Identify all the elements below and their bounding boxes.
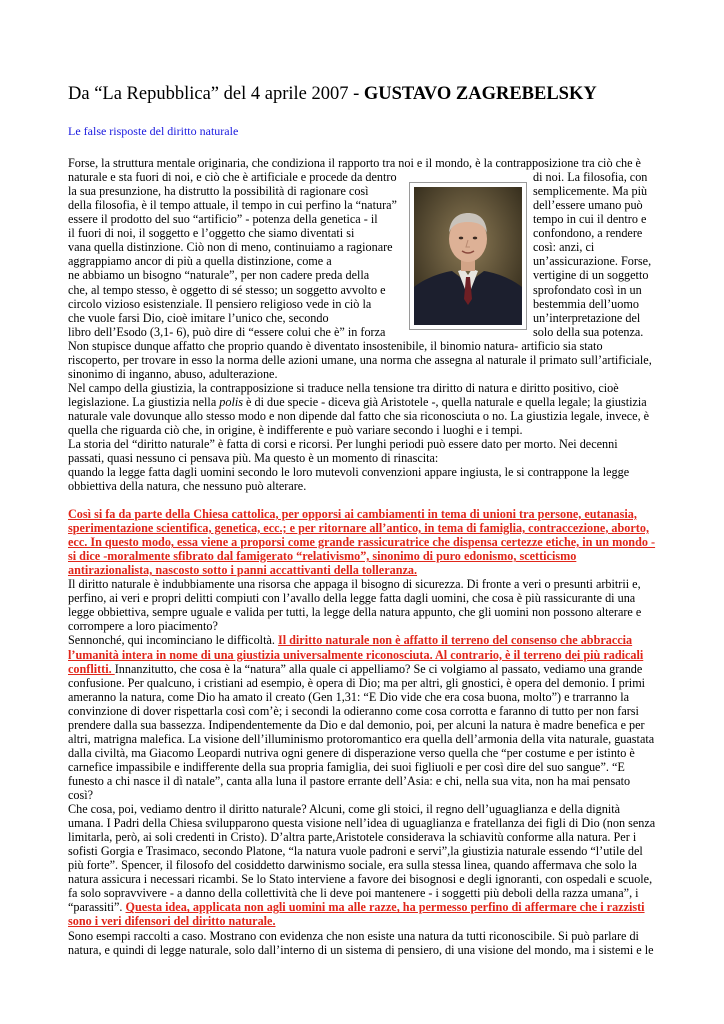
text-segment: un’interpretazione del xyxy=(533,310,641,325)
article-subtitle: Le false risposte del diritto naturale xyxy=(68,124,239,138)
text-segment: semplicemente. Ma più xyxy=(533,184,648,199)
text-segment: Non stupisce dunque affatto che proprio quando è diventato insostenibile, il binomio natura- artificio sia stato xyxy=(68,338,603,353)
text-line xyxy=(68,872,652,886)
highlighted-text: sono i veri difensori del diritto naturale. xyxy=(68,914,276,929)
text-segment: così: anzi, ci xyxy=(533,240,595,255)
text-segment: vana quella distinzione. Ciò non di meno, continuiamo a ragionare xyxy=(68,240,393,255)
text-segment: tempo in cui il dentro e xyxy=(533,212,647,227)
text-segment: ne abbiamo un bisogno “naturale”, per non cadere preda della xyxy=(68,268,370,283)
text-segment: circolo vizioso esistenziale. Il pensiero religioso vede in ciò la xyxy=(68,296,372,311)
text-segment: quando la legge fatta dagli uomini secondo le loro mutevoli convenzioni appare ingiusta, le si contrappone la legge xyxy=(68,465,630,480)
author-portrait-image xyxy=(414,187,522,325)
text-segment: così? xyxy=(68,788,94,802)
text-line xyxy=(68,732,654,746)
text-line xyxy=(68,858,637,872)
text-line xyxy=(68,690,629,704)
text-line xyxy=(68,156,641,170)
text-line xyxy=(533,268,648,282)
text-segment: sinonimo di inganno, abuso, adulterazione. xyxy=(68,366,278,381)
highlighted-text: Questa idea, applicata non agli uomini ma alle razze, ha permesso perfino di affermare che i razzisti xyxy=(125,900,645,915)
text-line xyxy=(68,549,576,563)
text-line xyxy=(68,929,639,943)
text-line xyxy=(68,226,354,240)
text-line xyxy=(68,395,647,409)
text-line xyxy=(68,507,637,521)
text-segment: funesto a chi nasce il dì natale”, canta alla luna il pastore errante dell’Asia: e chi, nella sua vita, non ha mai pensato xyxy=(68,773,631,788)
text-segment: confondono, a rendere xyxy=(533,226,643,241)
text-segment: dalla civiltà, ma Giacomo Leopardi nutriva ogni genere di disperazione verso quella che “per costume e per istinto è xyxy=(68,745,635,760)
text-segment: essere il prodotto del suo “artificio” - potenza della genetica - il xyxy=(68,212,378,227)
text-segment: Sennonché, qui incominciano le difficoltà. xyxy=(68,633,278,648)
text-line xyxy=(68,311,329,325)
text-line xyxy=(68,816,655,830)
text-line xyxy=(68,633,632,647)
text-segment: più forte”. Spencer, il filosofo del cosiddetto darwinismo sociale, era sulla stessa linea, quando affermava che solo la xyxy=(68,858,637,873)
text-line xyxy=(68,914,276,928)
text-line xyxy=(68,381,619,395)
text-segment: naturale vale dovunque allo stesso modo e non dipende dal fatto che sia riconosciuta o no. La giustizia legale, invece, è xyxy=(68,408,650,423)
text-segment: altri, matrigna malefica. La visione dell’illuminismo protoromantico era quella dell’armonia della vita naturale, guastata xyxy=(68,731,655,746)
text-line xyxy=(68,283,386,297)
text-segment: legge obbiettiva, sempre uguale e valida per tutti, la legge della natura appunto, che gli uomini non possono alterare e xyxy=(68,605,642,620)
text-line xyxy=(68,886,639,900)
title-source: Da “La Repubblica” del 4 aprile 2007 - xyxy=(68,84,364,104)
text-segment: la sua presunzione, ha distrutto la possibilità di ragionare così xyxy=(68,184,369,199)
text-line xyxy=(68,704,639,718)
text-line xyxy=(68,479,306,493)
article-title xyxy=(68,84,597,105)
text-segment: legislazione. La giustizia nella xyxy=(68,394,220,409)
text-line xyxy=(68,619,218,633)
text-line xyxy=(533,240,594,254)
text-segment: sofisti Gorgia e Trasimaco, secondo Platone, “la natura vuole padroni e servi”,la giustizia naturale essendo “l’utile del xyxy=(68,844,643,859)
text-line xyxy=(68,339,603,353)
text-segment: umana. I Padri della Chiesa svilupparono questa visione nell’idea di uguaglianza e fratellanza dei figli di Dio (non senza xyxy=(68,816,656,831)
text-line xyxy=(68,648,643,662)
text-segment: Innanzitutto, che cosa è la “natura” alla quale ci appelliamo? Se ci volgiamo al passato, vediamo una grande xyxy=(114,661,643,676)
text-segment: della filosofia, è il tempo attuale, il tempo in cui perfino la “natura” xyxy=(68,198,397,213)
text-segment: polis xyxy=(219,394,243,409)
text-segment: naturale e sta fuori di noi, e ciò che è artificiale e procede da dentro xyxy=(68,170,397,185)
text-line xyxy=(68,830,636,844)
text-line xyxy=(68,254,332,268)
text-line xyxy=(68,591,635,605)
text-line xyxy=(533,254,651,268)
text-line xyxy=(533,170,647,184)
text-segment: vertigine di un soggetto xyxy=(533,268,649,283)
text-line xyxy=(68,170,397,184)
text-line xyxy=(533,325,643,339)
text-segment: convinzione di dover rispettarla così com’è; i secondi la odieranno come cosa corrotta e faranno di tutto per non farsi xyxy=(68,703,639,718)
text-segment: quella che riguarda ciò che, in origine, è indifferente e può variare secondo i luoghi e i tempi. xyxy=(68,423,523,437)
text-segment: riscoperto, per trovare in esso la norma delle azioni umane, una norma che assegna al naturale il primato sull’artificiale, xyxy=(68,352,652,367)
text-segment: il fuori di noi, il soggetto e l’oggetto che siamo diventati si xyxy=(68,226,355,241)
text-segment: che, al tempo stesso, è oggetto di sé stesso; un soggetto avvolto e xyxy=(68,282,386,297)
text-segment: natura, e quindi di legge naturale, solo dall’interno di un sistema di pensiero, di una visione del mondo, ma i sistemi e le xyxy=(68,942,654,957)
text-segment: è di due specie - diceva già Aristotele -, quella naturale e quella legale; la giustizia xyxy=(242,394,647,409)
text-segment: Nel campo della giustizia, la contrapposizione si traduce nella tensione tra diritto di natura e diritto positivo, cioè xyxy=(68,380,619,395)
text-line xyxy=(533,212,646,226)
text-segment: limitarla, però, ai soli credenti in Cristo). D’altra parte,Aristotele considerava la schiavitù conforme alla natura. Per i xyxy=(68,830,637,845)
text-segment: perfino, ai veri e propri delitti compiuti con l’avallo della legge fatta dagli uomini, che cosa è più rassicurante di una xyxy=(68,591,636,606)
text-line xyxy=(533,184,647,198)
text-segment: di noi. La filosofia, con xyxy=(533,170,648,185)
text-line xyxy=(68,844,643,858)
text-line xyxy=(68,788,93,802)
text-line xyxy=(68,718,645,732)
text-line xyxy=(68,577,641,591)
text-line xyxy=(68,535,655,549)
text-line xyxy=(68,451,438,465)
text-segment: “parassiti”. xyxy=(68,900,126,915)
highlighted-text: conflitti. xyxy=(68,661,115,676)
text-line xyxy=(68,662,642,676)
text-line xyxy=(68,212,378,226)
author-photo xyxy=(409,182,527,330)
text-line xyxy=(68,268,369,282)
text-segment: confusione. Per qualcuno, i cristiani ad esempio, è opera di Dio; ma per altri, gli gnostici, è opera del demonio. I primi xyxy=(68,675,646,690)
text-line xyxy=(68,900,645,914)
text-line xyxy=(68,423,523,437)
text-segment: libro dell’Esodo (3,1- 6), può dire di “essere colui che è” in forza xyxy=(68,324,386,339)
highlighted-text: Il diritto naturale non è affatto il terreno del consenso che abbraccia xyxy=(277,633,633,648)
text-segment: dell’essere umano può xyxy=(533,198,643,213)
text-segment: che vuole farsi Dio, cioè imitare l’unico che, secondo xyxy=(68,310,329,325)
text-line xyxy=(68,521,649,535)
text-line xyxy=(68,563,417,577)
text-line xyxy=(68,297,371,311)
text-line xyxy=(68,605,641,619)
text-segment: prendere dalla sua bassezza. Indipendentemente da Dio e dal demonio, poi, per alcuni la natura è madre benefica e per xyxy=(68,717,645,732)
text-segment: obbiettiva della natura, che nessuno può alterare. xyxy=(68,479,307,494)
highlighted-text: sperimentazione scientifica, genetica, ecc.; e per ritornare all’antico, in tema di famiglia, contraccezione, aborto, xyxy=(68,521,650,535)
text-line xyxy=(68,367,278,381)
text-line xyxy=(533,283,642,297)
text-segment: Forse, la struttura mentale originaria, che condiziona il rapporto tra noi e il mondo, è la contrapposizione tra ciò che è xyxy=(68,156,641,170)
text-line xyxy=(68,240,393,254)
text-segment: Il diritto naturale è indubbiamente una risorsa che appaga il bisogno di sicurezza. Di fronte a veri o presunti arbitrii e, xyxy=(68,577,641,592)
highlighted-text: si dice -moralmente sfibrato dal famigerato “relativismo”, sinonimo di puro edonismo, scetticismo xyxy=(68,549,577,564)
text-line xyxy=(68,353,652,367)
text-segment: un’assicurazione. Forse, xyxy=(533,254,652,269)
text-line xyxy=(68,465,629,479)
highlighted-text: antirazionalista, nascosto sotto i panni accattivanti della tolleranza. xyxy=(68,563,418,578)
text-line xyxy=(68,802,620,816)
text-segment: aggrappiamo ancor di più a quella distinzione, come a xyxy=(68,254,332,269)
text-line xyxy=(533,311,640,325)
text-line xyxy=(68,325,385,339)
text-line xyxy=(68,198,397,212)
text-segment: natura assicura i necessari ricambi. Se lo Stato interviene a favore dei bisognosi e degli ignoranti, con ospedali e scuole, xyxy=(68,872,653,887)
text-line xyxy=(68,437,618,451)
text-segment: solo della sua potenza. xyxy=(533,324,644,339)
text-segment: ameranno la natura, come Dio ha amato il creato (Gen 1,31: “E Dio vide che era cosa buona, molto”) e trarranno la xyxy=(68,689,630,704)
text-line xyxy=(68,676,645,690)
text-segment: passati, quasi nessuno ci pensava più. Ma questo è un momento di rinascita: xyxy=(68,451,439,466)
highlighted-text: ecc. In questo modo, essa viene a proporsi come grande rassicuratrice che dispensa certezze etiche, in un mondo - xyxy=(68,535,656,550)
text-segment: bestemmia dell’uomo xyxy=(533,296,639,311)
title-author: GUSTAVO ZAGREBELSKY xyxy=(363,84,597,104)
text-segment: La storia del “diritto naturale” è fatta di corsi e ricorsi. Per lunghi periodi può essere dato per morto. Nei decenni xyxy=(68,437,618,451)
text-segment: fa solo sopravvivere - a danno della collettività che li deve poi mantenere - i soggetti più deboli della razza umana”, i xyxy=(68,886,639,901)
text-line xyxy=(68,184,369,198)
text-line xyxy=(533,198,643,212)
text-segment: corrompere a loro piacimento? xyxy=(68,619,218,634)
text-line xyxy=(68,746,635,760)
highlighted-text: l’umanità intera in nome di una giustizia universalmente riconosciuta. Al contrario, è il terreno dei più radicali xyxy=(68,647,644,662)
text-line xyxy=(68,774,630,788)
highlighted-text: Così si fa da parte della Chiesa cattolica, per opporsi ai cambiamenti in tema di unioni tra persone, eutanasia, xyxy=(68,507,637,521)
text-segment: sprofondato così in un xyxy=(533,282,642,297)
text-line xyxy=(68,760,625,774)
text-line xyxy=(533,297,639,311)
text-line xyxy=(533,226,642,240)
text-line xyxy=(68,943,654,957)
text-segment: Che cosa, poi, vediamo dentro il diritto naturale? Alcuni, come gli stoici, il regno dell’uguaglianza e della dignità xyxy=(68,802,621,816)
text-segment: carnefice impassibile e indifferente della sua propria famiglia, dei suoi figliuoli e per così dire del suo sangue”. “E xyxy=(68,759,625,774)
text-segment: Sono esempi raccolti a caso. Mostrano con evidenza che non esiste una natura da tutti riconoscibile. Si può parlare di xyxy=(68,928,639,943)
text-line xyxy=(68,409,649,423)
